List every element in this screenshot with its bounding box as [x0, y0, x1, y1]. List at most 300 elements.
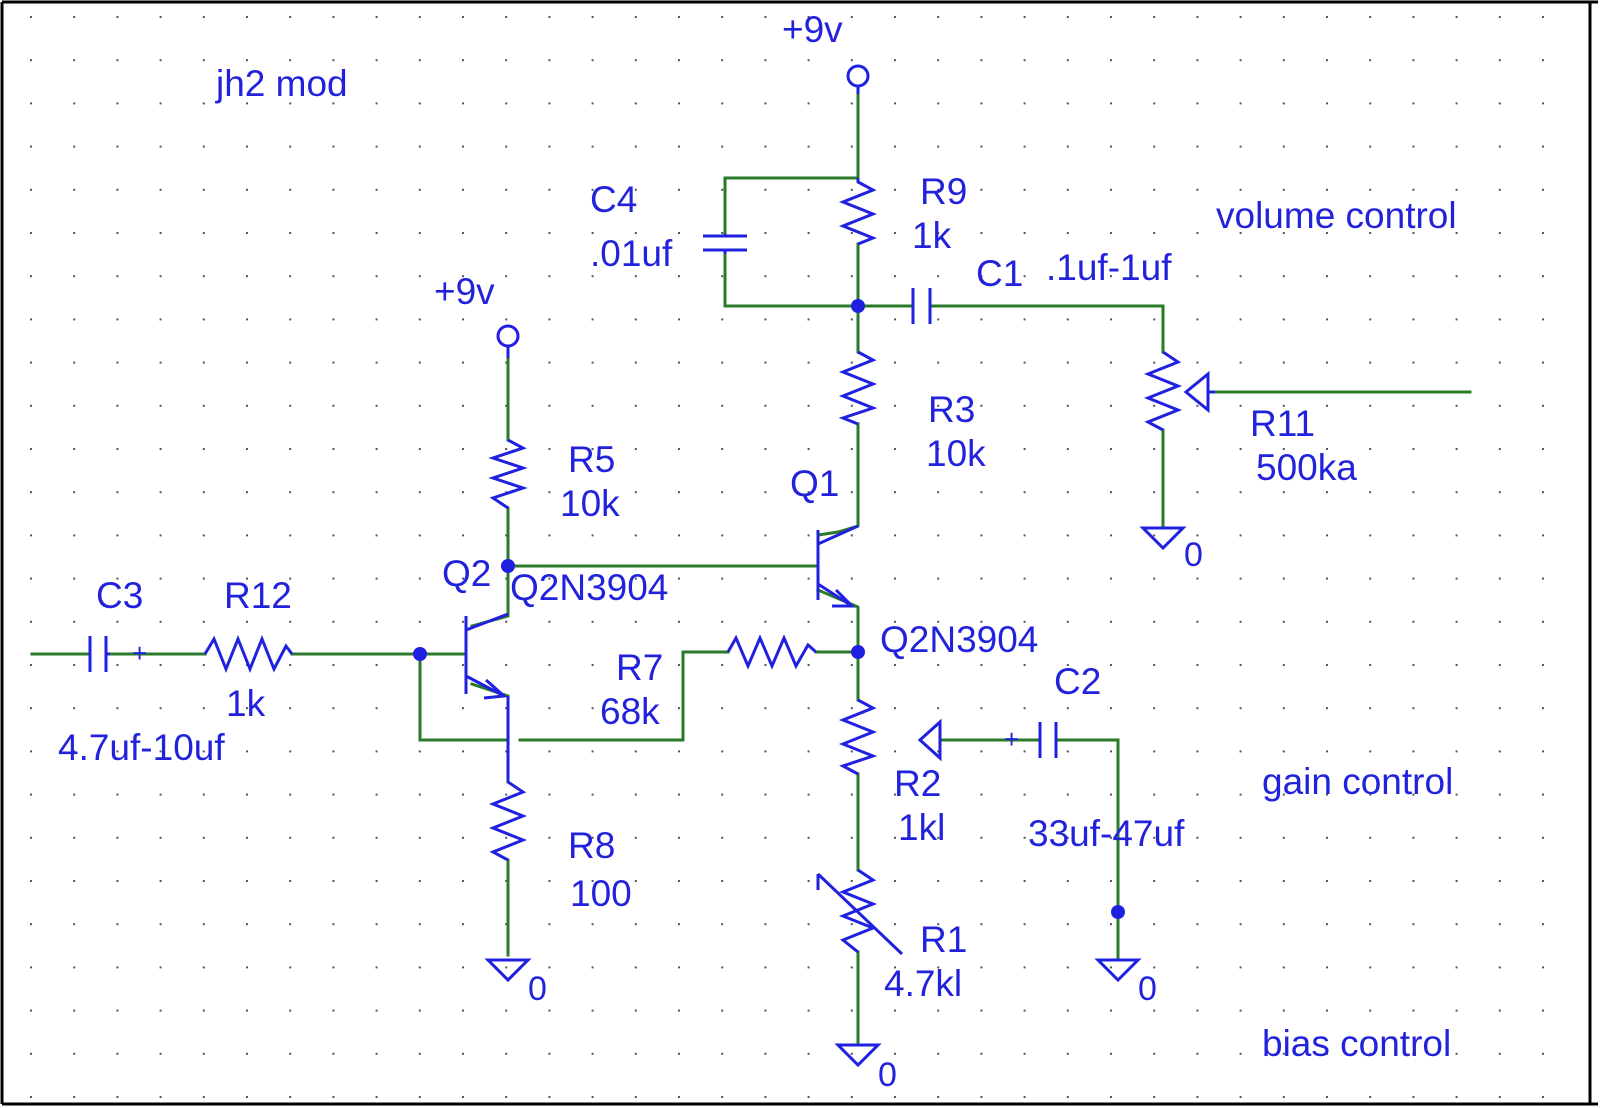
grid-dot	[1456, 491, 1458, 493]
grid-dot	[376, 189, 378, 191]
grid-dot	[376, 318, 378, 320]
grid-dot	[505, 232, 507, 234]
grid-dot	[721, 794, 723, 796]
grid-dot	[289, 448, 291, 450]
grid-dot	[635, 534, 637, 536]
grid-dot	[289, 405, 291, 407]
grid-dot	[1153, 146, 1155, 148]
grid-dot	[116, 146, 118, 148]
grid-dot	[1542, 232, 1544, 234]
grid-dot	[1110, 578, 1112, 580]
grid-dot	[1542, 318, 1544, 320]
grid-dot	[1196, 621, 1198, 623]
grid-dot	[376, 1010, 378, 1012]
grid-dot	[505, 275, 507, 277]
grid-dot	[1499, 923, 1501, 925]
grid-dot	[462, 923, 464, 925]
grid-dot	[1153, 707, 1155, 709]
grid-dot	[1499, 491, 1501, 493]
grid-dot	[462, 232, 464, 234]
grid-dot	[73, 491, 75, 493]
grid-dot	[1240, 923, 1242, 925]
grid-dot	[462, 664, 464, 666]
grid-dot	[635, 1096, 637, 1098]
grid-dot	[376, 1053, 378, 1055]
grid-dot	[160, 275, 162, 277]
grid-dot	[1499, 1053, 1501, 1055]
grid-dot	[678, 275, 680, 277]
grid-dot	[289, 1096, 291, 1098]
grid-dot	[289, 923, 291, 925]
grid-dot	[1456, 405, 1458, 407]
grid-dot	[851, 1010, 853, 1012]
grid-dot	[721, 880, 723, 882]
grid-dot	[505, 966, 507, 968]
grid-dot	[808, 621, 810, 623]
grid-dot	[764, 59, 766, 61]
grid-dot	[721, 923, 723, 925]
grid-dot	[30, 1053, 32, 1055]
grid-dot	[246, 59, 248, 61]
ground-r8	[488, 960, 528, 980]
grid-dot	[1499, 448, 1501, 450]
grid-dot	[1456, 880, 1458, 882]
grid-dot	[1024, 16, 1026, 18]
grid-dot	[937, 102, 939, 104]
grid-dot	[505, 1053, 507, 1055]
grid-dot	[246, 794, 248, 796]
grid-dot	[1456, 794, 1458, 796]
grid-dot	[1369, 578, 1371, 580]
grid-dot	[1110, 966, 1112, 968]
grid-dot	[764, 664, 766, 666]
grid-dot	[678, 59, 680, 61]
grid-dot	[1067, 794, 1069, 796]
grid-dot	[980, 966, 982, 968]
grid-dot	[894, 1010, 896, 1012]
grid-dot	[1283, 621, 1285, 623]
grid-dot	[73, 664, 75, 666]
grid-dot	[246, 534, 248, 536]
grid-dot	[980, 232, 982, 234]
grid-dot	[1369, 59, 1371, 61]
grid-dot	[721, 837, 723, 839]
grid-dot	[160, 1096, 162, 1098]
grid-dot	[419, 491, 421, 493]
grid-dot	[548, 707, 550, 709]
grid-dot	[937, 707, 939, 709]
grid-dot	[376, 1096, 378, 1098]
grid-dot	[116, 102, 118, 104]
grid-dot	[289, 318, 291, 320]
grid-dot	[894, 189, 896, 191]
grid-dot	[289, 837, 291, 839]
grid-dot	[116, 232, 118, 234]
grid-dot	[203, 794, 205, 796]
grid-dot	[1153, 59, 1155, 61]
grid-dot	[894, 362, 896, 364]
grid-dot	[1412, 707, 1414, 709]
grid-dot	[808, 102, 810, 104]
capacitor-c4-symbol	[703, 234, 747, 254]
grid-dot	[462, 362, 464, 364]
grid-dot	[980, 578, 982, 580]
grid-dot	[332, 448, 334, 450]
grid-dot	[1067, 750, 1069, 752]
grid-dot	[1024, 318, 1026, 320]
grid-dot	[1499, 1096, 1501, 1098]
grid-dot	[30, 578, 32, 580]
grid-dot	[505, 59, 507, 61]
grid-dot	[678, 448, 680, 450]
grid-dot	[332, 146, 334, 148]
grid-dot	[764, 1010, 766, 1012]
grid-dot	[980, 16, 982, 18]
grid-dot	[678, 146, 680, 148]
grid-dot	[1542, 362, 1544, 364]
grid-dot	[851, 621, 853, 623]
grid-dot	[73, 621, 75, 623]
grid-dot	[1412, 578, 1414, 580]
grid-dot	[894, 102, 896, 104]
grid-dot	[1024, 1053, 1026, 1055]
grid-dot	[1283, 146, 1285, 148]
grid-dot	[980, 189, 982, 191]
grid-dot	[30, 750, 32, 752]
grid-dot	[203, 275, 205, 277]
grid-dot	[332, 318, 334, 320]
grid-dot	[419, 59, 421, 61]
grid-dot	[116, 318, 118, 320]
grid-dot	[1283, 534, 1285, 536]
grid-dot	[635, 59, 637, 61]
grid-dot	[332, 534, 334, 536]
grid-dot	[419, 923, 421, 925]
grid-dot	[764, 189, 766, 191]
grid-dot	[1412, 275, 1414, 277]
grid-dot	[592, 275, 594, 277]
grid-dot	[1412, 664, 1414, 666]
r5-value: 10k	[560, 483, 620, 524]
r1-value: 4.7kl	[884, 963, 963, 1004]
grid-dot	[1153, 189, 1155, 191]
grid-dot	[1240, 837, 1242, 839]
frame-border	[2, 2, 1598, 1104]
grid-dot	[1024, 794, 1026, 796]
grid-dot	[1456, 1053, 1458, 1055]
grid-dot	[808, 405, 810, 407]
grid-dot	[30, 794, 32, 796]
grid-dot	[1110, 1010, 1112, 1012]
grid-dot	[592, 923, 594, 925]
grid-dot	[1283, 664, 1285, 666]
grid-dot	[635, 275, 637, 277]
grid-dot	[1024, 707, 1026, 709]
grid-dot	[808, 750, 810, 752]
grid-dot	[30, 232, 32, 234]
grid-dot	[1110, 794, 1112, 796]
grid-dot	[1110, 750, 1112, 752]
grid-dot	[1110, 362, 1112, 364]
grid-dot	[419, 275, 421, 277]
grid-dot	[1369, 189, 1371, 191]
grid-dot	[419, 16, 421, 18]
grid-dot	[1067, 448, 1069, 450]
grid-dot	[116, 275, 118, 277]
grid-dot	[1326, 534, 1328, 536]
grid-dot	[30, 405, 32, 407]
grid-dot	[851, 362, 853, 364]
grid-dot	[1412, 448, 1414, 450]
grid-dot	[203, 707, 205, 709]
grid-dot	[203, 923, 205, 925]
grid-dot	[30, 362, 32, 364]
grid-dot	[851, 534, 853, 536]
grid-dot	[332, 1053, 334, 1055]
grid-dot	[764, 621, 766, 623]
grid-dot	[1153, 534, 1155, 536]
grid-dot	[1067, 578, 1069, 580]
grid-dot	[73, 794, 75, 796]
grid-dot	[1283, 578, 1285, 580]
grid-dot	[1499, 621, 1501, 623]
grid-dot	[1499, 578, 1501, 580]
grid-dot	[1326, 1010, 1328, 1012]
grid-dot	[376, 362, 378, 364]
grid-dot	[764, 362, 766, 364]
grid-dot	[1283, 750, 1285, 752]
grid-dot	[1326, 16, 1328, 18]
grid-dot	[30, 621, 32, 623]
grid-dot	[937, 362, 939, 364]
grid-dot	[1110, 405, 1112, 407]
grid-dot	[1024, 102, 1026, 104]
grid-dot	[894, 16, 896, 18]
grid-dot	[1456, 664, 1458, 666]
grid-dot	[419, 362, 421, 364]
grid-dot	[851, 664, 853, 666]
grid-dot	[1024, 750, 1026, 752]
grid-dot	[635, 621, 637, 623]
grid-dot	[332, 59, 334, 61]
grid-dot	[980, 923, 982, 925]
grid-dot	[73, 232, 75, 234]
grid-dot	[1153, 1053, 1155, 1055]
grid-dot	[894, 837, 896, 839]
grid-dot	[894, 146, 896, 148]
grid-dot	[1153, 362, 1155, 364]
grid-dot	[851, 16, 853, 18]
grid-dot	[678, 621, 680, 623]
grid-dot	[1153, 923, 1155, 925]
grid-dot	[289, 750, 291, 752]
grid-dot	[1240, 189, 1242, 191]
grid-dot	[1326, 405, 1328, 407]
grid-dot	[116, 794, 118, 796]
grid-dot	[246, 448, 248, 450]
grid-dot	[419, 405, 421, 407]
grid-dot	[1067, 16, 1069, 18]
grid-dot	[1110, 146, 1112, 148]
ground-label-r1: 0	[878, 1056, 897, 1094]
grid-dot	[1024, 189, 1026, 191]
grid-dot	[246, 275, 248, 277]
c2-value: 33uf-47uf	[1028, 813, 1185, 854]
grid-dot	[1024, 923, 1026, 925]
grid-dot	[30, 923, 32, 925]
grid-dot	[1456, 750, 1458, 752]
grid-dot	[73, 362, 75, 364]
grid-dot	[894, 750, 896, 752]
grid-dot	[980, 59, 982, 61]
grid-dot	[808, 362, 810, 364]
grid-dot	[203, 578, 205, 580]
grid-dot	[1326, 146, 1328, 148]
grid-dot	[635, 966, 637, 968]
grid-dot	[1369, 405, 1371, 407]
grid-dot	[332, 621, 334, 623]
grid-dot	[1542, 578, 1544, 580]
grid-dot	[160, 664, 162, 666]
grid-dot	[376, 923, 378, 925]
grid-dot	[1153, 750, 1155, 752]
grid-dot	[1326, 102, 1328, 104]
grid-dot	[808, 146, 810, 148]
grid-dot	[635, 880, 637, 882]
grid-dot	[1326, 578, 1328, 580]
grid-dot	[764, 275, 766, 277]
grid-dot	[1326, 880, 1328, 882]
grid-dot	[1499, 146, 1501, 148]
grid-dot	[462, 1096, 464, 1098]
grid-dot	[332, 880, 334, 882]
grid-dot	[1456, 966, 1458, 968]
grid-dot	[894, 578, 896, 580]
grid-dot	[1024, 232, 1026, 234]
grid-dot	[980, 405, 982, 407]
grid-dot	[1196, 794, 1198, 796]
grid-dot	[764, 923, 766, 925]
grid-dot	[808, 59, 810, 61]
grid-dot	[548, 232, 550, 234]
grid-dot	[289, 880, 291, 882]
grid-dot	[73, 405, 75, 407]
grid-dot	[462, 880, 464, 882]
grid-dot	[203, 318, 205, 320]
grid-dot	[1196, 923, 1198, 925]
grid-dot	[894, 880, 896, 882]
grid-dot	[678, 491, 680, 493]
grid-dot	[851, 1053, 853, 1055]
grid-dot	[419, 318, 421, 320]
grid-dot	[505, 102, 507, 104]
grid-dot	[548, 405, 550, 407]
grid-dot	[764, 750, 766, 752]
grid-dot	[462, 16, 464, 18]
schematic-title: jh2 mod	[216, 63, 348, 104]
grid-dot	[1499, 16, 1501, 18]
grid-dot	[160, 1010, 162, 1012]
grid-dot	[764, 318, 766, 320]
grid-dot	[764, 707, 766, 709]
grid-dot	[937, 491, 939, 493]
grid-dot	[764, 491, 766, 493]
r9-value: 1k	[912, 215, 952, 256]
resistor-r3-symbol	[843, 352, 873, 424]
grid-dot	[1456, 59, 1458, 61]
grid-dot	[203, 189, 205, 191]
grid-dot	[246, 16, 248, 18]
grid-dot	[203, 405, 205, 407]
grid-dot	[332, 837, 334, 839]
grid-dot	[505, 837, 507, 839]
grid-dot	[635, 16, 637, 18]
grid-dot	[1240, 102, 1242, 104]
grid-dot	[678, 923, 680, 925]
grid-dot	[1024, 1096, 1026, 1098]
grid-dot	[1153, 318, 1155, 320]
grid-dot	[764, 837, 766, 839]
grid-dot	[1024, 405, 1026, 407]
grid-dot	[289, 275, 291, 277]
grid-dot	[30, 534, 32, 536]
grid-dot	[678, 16, 680, 18]
grid-dot	[980, 102, 982, 104]
grid-dot	[246, 837, 248, 839]
grid-dot	[1499, 534, 1501, 536]
grid-dot	[1110, 16, 1112, 18]
grid-dot	[30, 146, 32, 148]
grid-dot	[332, 405, 334, 407]
grid-dot	[1240, 880, 1242, 882]
grid-dot	[1369, 750, 1371, 752]
grid-dot	[592, 707, 594, 709]
grid-dot	[160, 189, 162, 191]
grid-dot	[1542, 621, 1544, 623]
grid-dot	[1283, 275, 1285, 277]
grid-dot	[1110, 621, 1112, 623]
grid-dot	[246, 405, 248, 407]
grid-dot	[937, 534, 939, 536]
grid-dot	[851, 880, 853, 882]
grid-dot	[1542, 275, 1544, 277]
grid-dot	[592, 318, 594, 320]
grid-dot	[1456, 1010, 1458, 1012]
grid-dot	[937, 275, 939, 277]
grid-dot	[851, 707, 853, 709]
grid-dot	[1283, 1010, 1285, 1012]
grid-dot	[808, 880, 810, 882]
grid-dot	[1196, 59, 1198, 61]
grid-dot	[160, 794, 162, 796]
grid-dot	[548, 750, 550, 752]
grid-dot	[980, 837, 982, 839]
grid-dot	[73, 275, 75, 277]
grid-dot	[851, 837, 853, 839]
grid-dot	[1240, 1053, 1242, 1055]
grid-dot	[462, 621, 464, 623]
grid-dot	[116, 707, 118, 709]
grid-dot	[1456, 534, 1458, 536]
grid-dot	[376, 880, 378, 882]
grid-dot	[678, 534, 680, 536]
grid-dot	[1240, 750, 1242, 752]
grid-dot	[116, 621, 118, 623]
grid-dot	[1412, 16, 1414, 18]
grid-dot	[1024, 664, 1026, 666]
grid-dot	[1456, 102, 1458, 104]
grid-dot	[160, 534, 162, 536]
